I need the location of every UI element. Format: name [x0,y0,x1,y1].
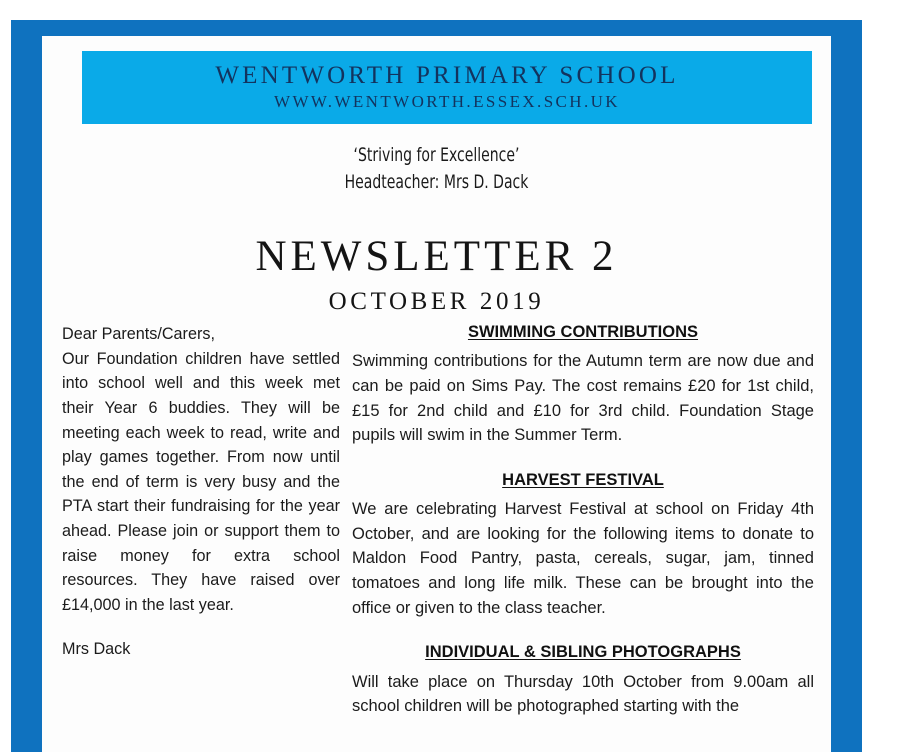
section-body-individual-sibling-photographs: Will take place on Thursday 10th October from 9.00am all school children will be photographed starting with the [352,672,814,716]
school-website-url: WWW.WENTWORTH.ESSEX.SCH.UK [274,92,620,112]
school-name-title: WENTWORTH PRIMARY SCHOOL [215,62,679,90]
newsletter-date: OCTOBER 2019 [328,287,545,315]
salutation: Dear Parents/Carers, [62,325,215,343]
section-heading-harvest-festival: HARVEST FESTIVAL [502,470,664,489]
headteacher-letter-paragraph: Our Foundation children have settled into school well and this week met their Year 6 buddies. They will be meeting each week to read, write and play games together. From now until the end of term is very busy and the PTA start their fundraising for the year ahead. Please join or support them to raise money for extra school resources. They have raised over £14,000 in the last year. [62,349,340,614]
left-column [62,322,340,661]
right-column [352,322,814,719]
newsletter-title-block [42,232,831,317]
motto-block [42,142,831,196]
headteacher-name: Headteacher: Mrs D. Dack [344,170,529,193]
school-motto: ‘Striving for Excellence’ [353,144,520,166]
section-swimming-contributions [352,322,814,448]
section-heading-individual-sibling-photographs: INDIVIDUAL & SIBLING PHOTOGRAPHS [425,643,741,662]
section-body-harvest-festival: We are celebrating Harvest Festival at school on Friday 4th October, and are looking for the following items to donate to Maldon Food Pantry, pasta, cereals, sugar, jam, tinned tomatoes and long life milk. These can be brought into the office or given to the class teacher. [352,500,814,617]
section-harvest-festival [352,470,814,620]
letter-signature: Mrs Dack [62,639,131,658]
newsletter-page [42,36,831,752]
newsletter-title: NEWSLETTER 2 [255,233,618,280]
body-columns [42,322,831,752]
section-individual-sibling-photographs [352,642,814,719]
section-body-swimming-contributions: Swimming contributions for the Autumn term are now due and can be paid on Sims Pay. The cost remains £20 for 1st child, £15 for 2nd child and £10 for 3rd child. Foundation Stage pupils will swim in the Summer Term. [352,352,814,445]
section-heading-swimming-contributions: SWIMMING CONTRIBUTIONS [467,323,699,341]
school-header-banner [82,51,812,124]
